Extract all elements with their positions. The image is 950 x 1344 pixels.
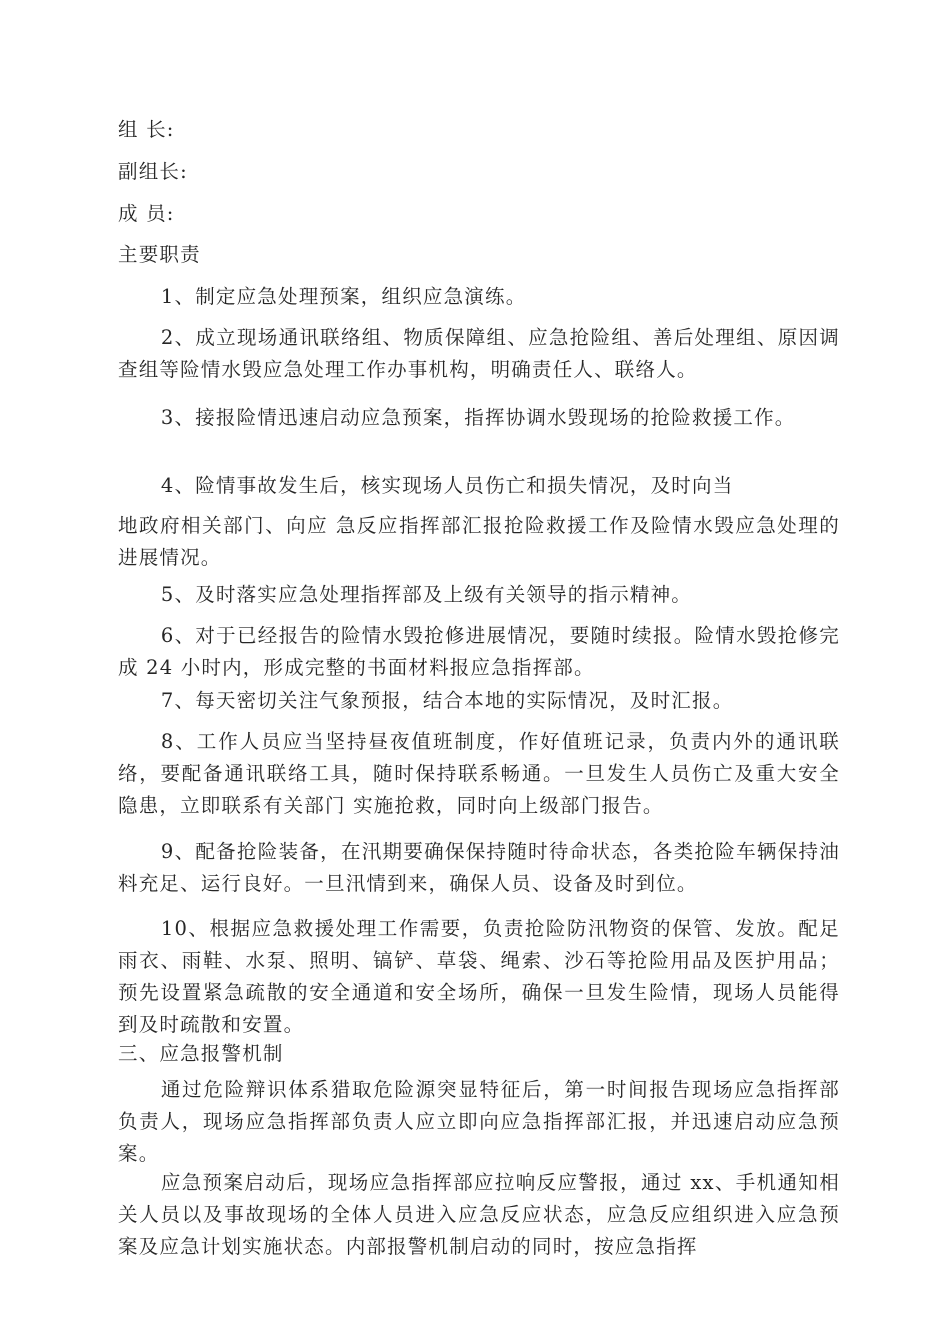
members-label: 成 员: — [118, 202, 175, 225]
duty-item-6: 6、对于已经报告的险情水毁抢修进展情况，要随时续报。险情水毁抢修完成 24 小时内，形成完整的书面材料报应急指挥部。 — [118, 624, 840, 679]
duty-item-1: 1、制定应急处理预案，组织应急演练。 — [160, 285, 527, 308]
duty-item-4-line1: 4、险情事故发生后，核实现场人员伤亡和损失情况，及时向当 — [160, 474, 734, 497]
duty-item-2: 2、成立现场通讯联络组、物质保障组、应急抢险组、善后处理组、原因调查组等险情水毁应急处理工作办事机构，明确责任人、联络人。 — [118, 326, 840, 381]
duty-item-5: 5、及时落实应急处理指挥部及上级有关领导的指示精神。 — [160, 583, 692, 606]
duty-item-4-continued: 地政府相关部门、向应 急反应指挥部汇报抢险救援工作及险情水毁应急处理的进展情况。 — [118, 514, 840, 569]
duty-item-7: 7、每天密切关注气象预报，结合本地的实际情况，及时汇报。 — [160, 689, 734, 712]
leader-label: 组 长: — [118, 118, 175, 141]
duty-item-3: 3、接报险情迅速启动应急预案，指挥协调水毁现场的抢险救援工作。 — [160, 406, 796, 429]
duty-item-10: 10、根据应急救援处理工作需要，负责抢险防汛物资的保管、发放。配足雨衣、雨鞋、水泵、照明、镐铲、草袋、绳索、沙石等抢险用品及医护用品；预先设置紧急疏散的安全通道和安全场所，确保一旦发生险情，现场人员能得到及时疏散和安置。 — [118, 917, 840, 1036]
duties-title: 主要职责 — [118, 243, 201, 266]
section-3-title: 三、应急报警机制 — [118, 1042, 284, 1065]
deputy-leader-label: 副组长: — [118, 160, 188, 183]
duty-item-8: 8、工作人员应当坚持昼夜值班制度，作好值班记录，负责内外的通讯联络，要配备通讯联络工具，随时保持联系畅通。一旦发生人员伤亡及重大安全隐患，立即联系有关部门 实施抢救，同时向上级部门报告。 — [118, 730, 840, 817]
section-3-paragraph-1: 通过危险辩识体系猎取危险源突显特征后，第一时间报告现场应急指挥部负责人，现场应急指挥部负责人应立即向应急指挥部汇报，并迅速启动应急预案。 — [118, 1078, 840, 1165]
duty-item-9: 9、配备抢险装备，在汛期要确保保持随时待命状态，各类抢险车辆保持油料充足、运行良好。一旦汛情到来，确保人员、设备及时到位。 — [118, 840, 840, 895]
section-3-paragraph-2: 应急预案启动后，现场应急指挥部应拉响反应警报，通过 xx、手机通知相关人员以及事故现场的全体人员进入应急反应状态，应急反应组织进入应急预案及应急计划实施状态。内部报警机制启动的同时，按应急指挥 — [118, 1171, 840, 1258]
